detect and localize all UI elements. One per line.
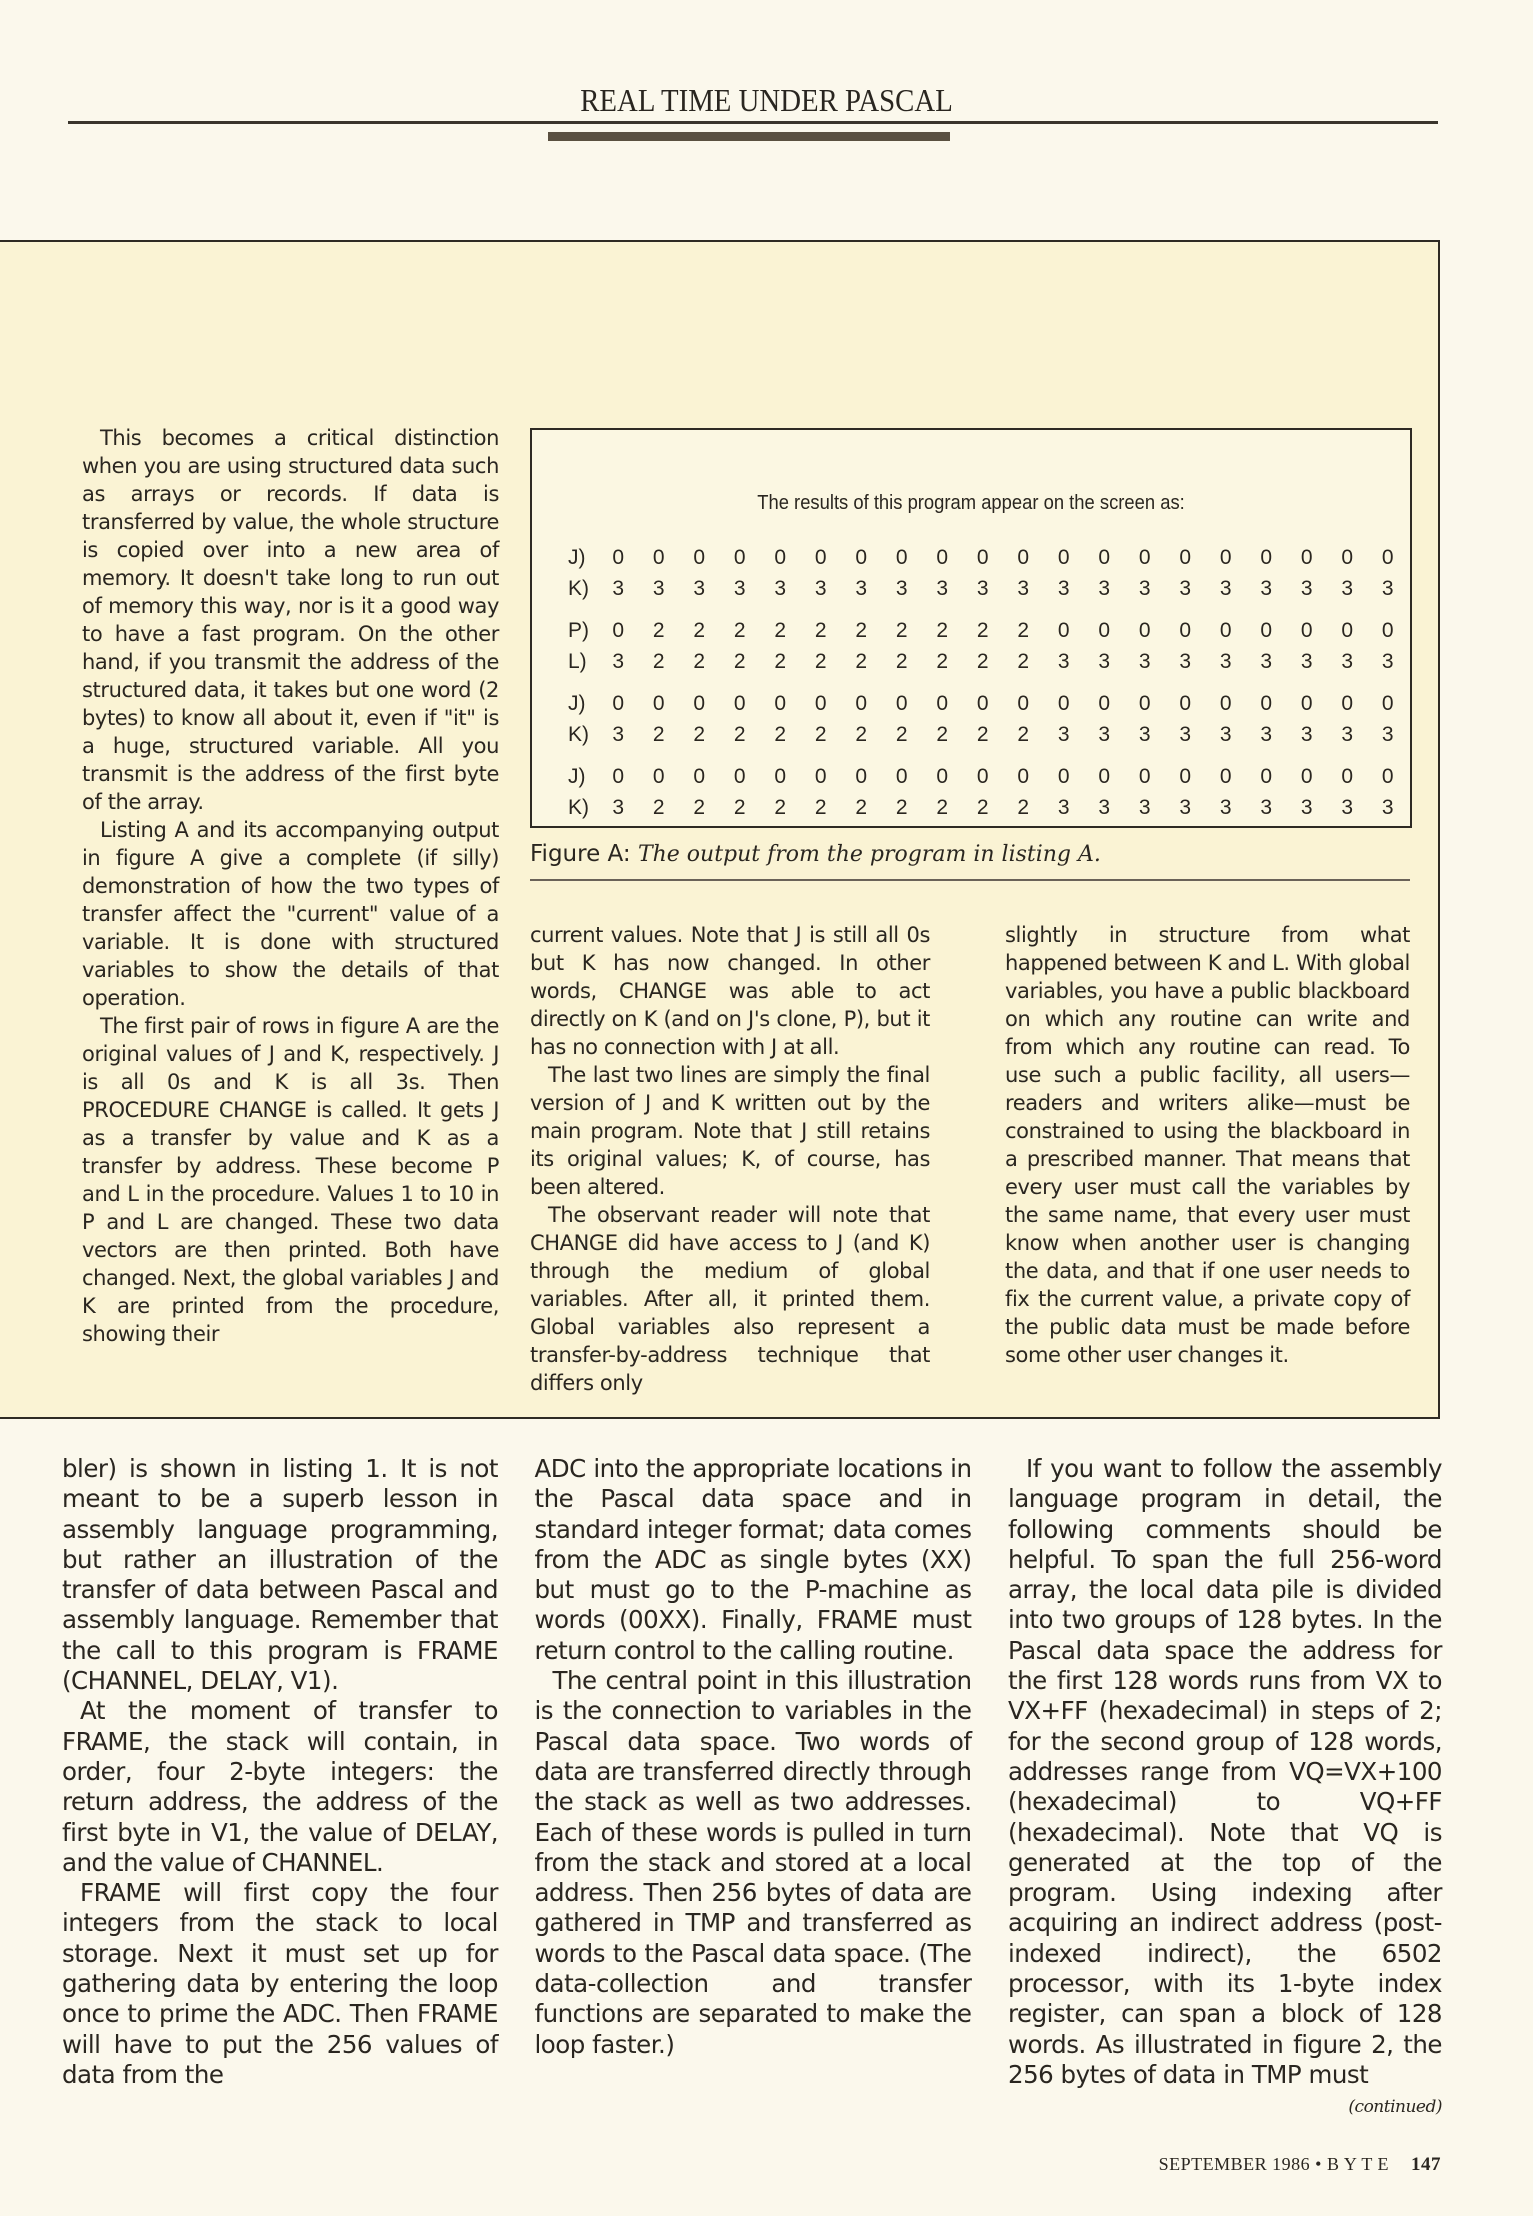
row-label: K) (568, 795, 589, 819)
row-label: L) (568, 649, 587, 673)
row-value: 0 (895, 545, 908, 569)
row-value: 3 (1219, 649, 1232, 673)
row-value: 0 (814, 545, 827, 569)
row-value: 2 (814, 618, 827, 642)
row-value: 0 (976, 764, 989, 788)
row-value: 3 (1057, 576, 1070, 600)
row-value: 3 (1179, 576, 1192, 600)
row-value: 3 (1260, 576, 1273, 600)
row-value: 3 (1098, 649, 1111, 673)
row-value: 0 (976, 545, 989, 569)
row-value: 0 (1057, 618, 1070, 642)
row-value: 0 (652, 691, 665, 715)
row-value: 3 (1219, 795, 1232, 819)
row-value: 3 (612, 576, 625, 600)
figure-intro: The results of this program appear on the screen as: (757, 492, 1185, 514)
row-value: 3 (1179, 795, 1192, 819)
row-value: 0 (1098, 764, 1111, 788)
header-rule (68, 121, 1438, 124)
row-value: 3 (1341, 649, 1354, 673)
row-value: 2 (814, 649, 827, 673)
row-value: 2 (693, 649, 706, 673)
row-value: 3 (976, 576, 989, 600)
paragraph: current values. Note that J is still all 0s but K has now changed. In other words, CHANGE was able to act directly on K (and on J's clone, P), but it has no connection with J at all. (530, 923, 930, 1059)
row-value: 2 (855, 722, 868, 746)
row-value: 2 (895, 722, 908, 746)
page-header (0, 0, 1533, 240)
row-value: 3 (693, 576, 706, 600)
caption-label: Figure A: (530, 841, 631, 867)
row-value: 3 (1260, 649, 1273, 673)
row-value: 0 (1260, 545, 1273, 569)
row-value: 0 (895, 691, 908, 715)
row-value: 2 (774, 618, 787, 642)
row-value: 0 (774, 691, 787, 715)
row-value: 3 (1138, 795, 1151, 819)
row-value: 2 (895, 618, 908, 642)
row-value: 0 (1219, 764, 1232, 788)
article-body (62, 1454, 1442, 2120)
row-label: J) (568, 764, 586, 788)
paragraph: FRAME will first copy the four integers from the stack to local storage. Next it must set up for gathering data by entering the loop once to prime the ADC. Then FRAME will have to put the 256 values of data from the (62, 1878, 498, 2089)
row-value: 2 (652, 795, 665, 819)
row-value: 0 (1341, 618, 1354, 642)
row-value: 0 (976, 691, 989, 715)
row-value: 0 (1179, 618, 1192, 642)
row-value: 0 (612, 764, 625, 788)
paragraph: If you want to follow the assembly language program in detail, the following comments should be helpful. To span the full 256-word array, the local data pile is divided into two groups of 128 bytes. In the Pascal data space the address for the first 128 words runs from VX to VX+FF (hexadecimal) in steps of 2; for the second group of 128 words, addresses range from VQ=VX+100 (hexadecimal) to VQ+FF (hexadecimal). Note that VQ is generated at the top of the program. Using indexing after acquiring an indirect address (post-indexed indirect), the 6502 processor, with its 1-byte index register, can span a block of 128 words. As illustrated in figure 2, the 256 bytes of data in TMP must (1008, 1454, 1442, 2089)
page-footer (0, 2154, 1441, 2216)
row-value: 2 (855, 795, 868, 819)
row-value: 0 (1017, 764, 1030, 788)
output-row (568, 761, 1408, 792)
sidebar-column-2 (530, 921, 930, 1397)
sidebar-right-area (530, 428, 1410, 1397)
row-value: 3 (1260, 795, 1273, 819)
row-value: 3 (612, 795, 625, 819)
row-value: 3 (1138, 722, 1151, 746)
page-number: 147 (1411, 2154, 1441, 2176)
row-value: 0 (693, 691, 706, 715)
row-value: 0 (1381, 618, 1394, 642)
paragraph: slightly in structure from what happened between K and L. With global variables, you have a public blackboard on which any routine can write and from which any routine can read. To use such a public facility, all users—readers and writers alike—must be constrained to using the blackboard in a prescribed manner. That means that every user must call the variables by the same name, that every user must know when another user is changing the data, and that if one user needs to fix the current value, a private copy of the public data must be made before some other user changes it. (1005, 923, 1410, 1367)
row-value: 3 (612, 722, 625, 746)
row-value: 2 (693, 618, 706, 642)
row-value: 2 (936, 795, 949, 819)
row-value: 2 (733, 649, 746, 673)
output-row (568, 542, 1408, 573)
row-value: 0 (1138, 618, 1151, 642)
row-value: 0 (1057, 764, 1070, 788)
article-column-3 (1008, 1454, 1442, 2120)
row-value: 0 (814, 691, 827, 715)
row-value: 2 (936, 618, 949, 642)
row-value: 0 (1300, 618, 1313, 642)
row-value: 0 (1138, 691, 1151, 715)
row-value: 3 (1138, 649, 1151, 673)
row-value: 3 (1341, 576, 1354, 600)
row-value: 0 (1381, 764, 1394, 788)
row-label: K) (568, 576, 589, 600)
row-value: 3 (1057, 795, 1070, 819)
paragraph: The central point in this illustration is the connection to variables in the Pascal data space. Two words of data are transferred directly through the stack as well as two addresses. Each of these words is pulled in turn from the stack and stored at a local address. Then 256 bytes of data are gathered in TMP and transferred as words to the Pascal data space. (The data-collection and transfer functions are separated to make the loop faster.) (534, 1666, 972, 2059)
figure-a-box (530, 428, 1412, 828)
row-value: 0 (1300, 764, 1313, 788)
row-value: 2 (1017, 649, 1030, 673)
row-value: 0 (1138, 764, 1151, 788)
paragraph: bler) is shown in listing 1. It is not meant to be a superb lesson in assembly language programming, but rather an illustration of the transfer of data between Pascal and assembly language. Remember that the call to this program is FRAME (CHANNEL, DELAY, V1). (62, 1454, 498, 1696)
row-value: 2 (652, 618, 665, 642)
output-row (568, 792, 1408, 823)
row-label: K) (568, 722, 589, 746)
row-value: 0 (1260, 618, 1273, 642)
row-value: 0 (733, 764, 746, 788)
row-value: 0 (1138, 545, 1151, 569)
row-value: 3 (1300, 576, 1313, 600)
row-value: 0 (612, 618, 625, 642)
row-value: 0 (895, 764, 908, 788)
continued-note: (continued) (1348, 2097, 1442, 2118)
article-column-1 (62, 1454, 498, 2120)
row-value: 3 (1381, 795, 1394, 819)
row-label: J) (568, 691, 586, 715)
row-value: 0 (1219, 618, 1232, 642)
article-column-2 (535, 1454, 972, 2120)
row-value: 0 (1057, 545, 1070, 569)
row-value: 3 (774, 576, 787, 600)
row-value: 3 (1179, 649, 1192, 673)
row-value: 0 (1260, 691, 1273, 715)
row-value: 2 (774, 795, 787, 819)
row-value: 2 (652, 722, 665, 746)
paragraph: This becomes a critical distinction when you are using structured data such as arrays or records. If data is transferred by value, the whole structure is copied over into a new area of memory. It doesn't take long to run out of memory this way, nor is it a good way to have a fast program. On the other hand, if you transmit the address of the structured data, it takes but one word (2 bytes) to know all about it, even if "it" is a huge, structured variable. All you transmit is the address of the first byte of the array. (82, 426, 499, 814)
row-value: 2 (774, 722, 787, 746)
row-value: 2 (774, 649, 787, 673)
row-value: 2 (693, 795, 706, 819)
row-value: 0 (936, 545, 949, 569)
output-row (568, 615, 1408, 646)
row-value: 3 (1057, 722, 1070, 746)
row-value: 0 (1341, 545, 1354, 569)
row-value: 0 (1179, 764, 1192, 788)
row-value: 3 (1017, 576, 1030, 600)
row-value: 3 (1098, 576, 1111, 600)
row-value: 0 (1179, 545, 1192, 569)
row-value: 3 (1341, 795, 1354, 819)
caption-text: The output from the program in listing A. (637, 842, 1101, 867)
row-value: 3 (855, 576, 868, 600)
row-value: 0 (1219, 691, 1232, 715)
output-grid (568, 542, 1408, 823)
row-label: P) (568, 618, 589, 642)
row-value: 3 (1300, 795, 1313, 819)
row-value: 2 (1017, 722, 1030, 746)
row-value: 0 (1300, 545, 1313, 569)
row-value: 3 (1381, 649, 1394, 673)
row-value: 0 (733, 545, 746, 569)
row-value: 2 (936, 722, 949, 746)
row-label: J) (568, 545, 586, 569)
row-value: 3 (1381, 722, 1394, 746)
caption-rule (530, 879, 1410, 881)
paragraph: ADC into the appropriate locations in the Pascal data space and in standard integer format; data comes from the ADC as single bytes (XX) but must go to the P-machine as words (00XX). Finally, FRAME must return control to the calling routine. (534, 1454, 972, 1665)
paragraph: Listing A and its accompanying output in figure A give a complete (if silly) demonstration of how the two types of transfer affect the "current" value of a variable. It is done with structured variables to show the details of that operation. (82, 818, 499, 1010)
row-value: 0 (693, 545, 706, 569)
row-value: 3 (814, 576, 827, 600)
row-value: 0 (652, 545, 665, 569)
row-value: 3 (1138, 576, 1151, 600)
row-value: 3 (1300, 722, 1313, 746)
row-value: 3 (1341, 722, 1354, 746)
row-value: 2 (976, 649, 989, 673)
row-value: 3 (1219, 722, 1232, 746)
row-value: 0 (1098, 691, 1111, 715)
row-value: 3 (652, 576, 665, 600)
row-value: 3 (1219, 576, 1232, 600)
running-title: REAL TIME UNDER PASCAL (580, 82, 953, 118)
sidebar-column-3 (1005, 921, 1410, 1397)
row-value: 0 (855, 764, 868, 788)
row-value: 0 (1057, 691, 1070, 715)
row-value: 2 (895, 649, 908, 673)
paragraph: At the moment of transfer to FRAME, the stack will contain, in order, four 2-byte integers: the return address, the address of the first byte in V1, the value of DELAY, and the value of CHANNEL. (62, 1696, 498, 1877)
row-value: 0 (814, 764, 827, 788)
sidebar-lower-columns (530, 921, 1410, 1397)
row-value: 2 (1017, 795, 1030, 819)
row-value: 2 (855, 649, 868, 673)
row-value: 0 (1260, 764, 1273, 788)
row-value: 0 (936, 691, 949, 715)
row-value: 3 (936, 576, 949, 600)
row-value: 3 (733, 576, 746, 600)
output-row (568, 719, 1408, 750)
row-value: 3 (1098, 795, 1111, 819)
output-row (568, 573, 1408, 604)
row-value: 3 (1179, 722, 1192, 746)
row-value: 0 (612, 691, 625, 715)
header-accent-bar (548, 132, 950, 141)
output-row (568, 646, 1408, 677)
row-value: 0 (1341, 691, 1354, 715)
row-value: 0 (1179, 691, 1192, 715)
row-value: 2 (895, 795, 908, 819)
row-value: 2 (976, 618, 989, 642)
row-value: 2 (976, 722, 989, 746)
row-value: 0 (652, 764, 665, 788)
row-value: 0 (1381, 545, 1394, 569)
row-value: 2 (936, 649, 949, 673)
row-value: 0 (855, 545, 868, 569)
row-value: 2 (855, 618, 868, 642)
row-value: 2 (693, 722, 706, 746)
row-value: 0 (1098, 618, 1111, 642)
row-value: 0 (733, 691, 746, 715)
row-value: 2 (814, 795, 827, 819)
row-value: 0 (1300, 691, 1313, 715)
row-value: 0 (855, 691, 868, 715)
output-row (568, 688, 1408, 719)
sidebar-box (0, 240, 1440, 1419)
row-value: 3 (1381, 576, 1394, 600)
row-value: 3 (895, 576, 908, 600)
row-value: 3 (1098, 722, 1111, 746)
paragraph: The last two lines are simply the final version of J and K written out by the main program. Note that J still retains its original values; K, of course, has been altered. (530, 1063, 930, 1199)
row-value: 3 (1057, 649, 1070, 673)
row-value: 2 (733, 618, 746, 642)
row-value: 2 (733, 795, 746, 819)
issue-line: SEPTEMBER 1986 • B Y T E (1158, 2154, 1389, 2175)
row-value: 0 (1219, 545, 1232, 569)
row-value: 0 (936, 764, 949, 788)
row-value: 0 (612, 545, 625, 569)
row-value: 0 (1341, 764, 1354, 788)
figure-caption (530, 838, 1410, 871)
row-value: 2 (733, 722, 746, 746)
row-value: 0 (774, 764, 787, 788)
row-value: 3 (1260, 722, 1273, 746)
row-value: 2 (652, 649, 665, 673)
row-value: 3 (1300, 649, 1313, 673)
sidebar-column-1 (82, 424, 499, 1397)
row-value: 3 (612, 649, 625, 673)
row-value: 2 (976, 795, 989, 819)
row-value: 0 (693, 764, 706, 788)
paragraph: The first pair of rows in figure A are the original values of J and K, respectively. J is all 0s and K is all 3s. Then PROCEDURE CHANGE is called. It gets J as a transfer by value and K as a transfer by address. These become P and L in the procedure. Values 1 to 10 in P and L are changed. These two data vectors are then printed. Both have changed. Next, the global variables J and K are printed from the procedure, showing their (82, 1014, 499, 1346)
row-value: 0 (1381, 691, 1394, 715)
row-value: 2 (814, 722, 827, 746)
paragraph: The observant reader will note that CHANGE did have access to J (and K) through the medium of global variables. After all, it printed them. Global variables also represent a transfer-by-address technique that differs only (530, 1203, 930, 1395)
row-value: 0 (1017, 691, 1030, 715)
row-value: 0 (774, 545, 787, 569)
row-value: 2 (1017, 618, 1030, 642)
row-value: 0 (1098, 545, 1111, 569)
row-value: 0 (1017, 545, 1030, 569)
